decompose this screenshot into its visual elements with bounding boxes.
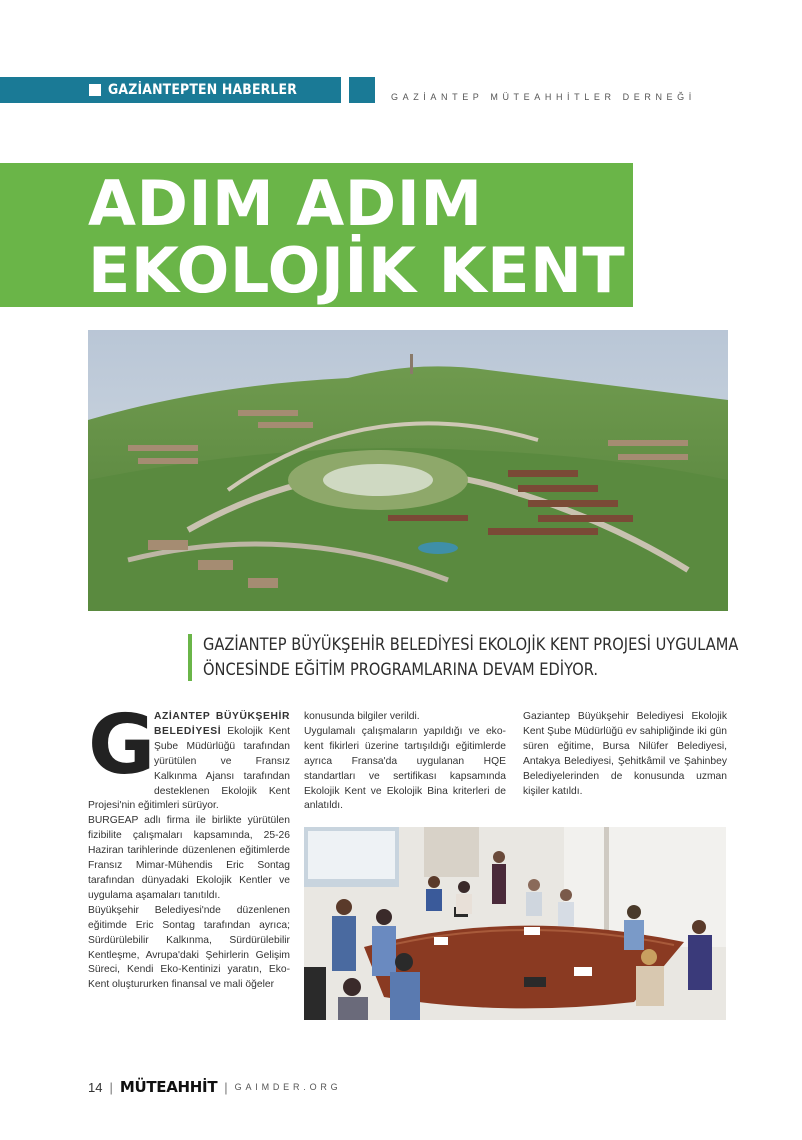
section-accent-block — [349, 77, 375, 103]
title-line-2: EKOLOJİK KENT — [88, 234, 626, 307]
article-column-3 — [523, 710, 727, 799]
title-line-1: ADIM ADIM — [88, 167, 483, 240]
lead-text: AZİANTEP BÜYÜKŞEHİR BELEDİYESİ — [154, 711, 290, 737]
paragraph: Gaziantep Büyükşehir Belediyesi Ekolojik Kent Şube Müdürlüğü ev sahipliğinde iki gün süren eğitime, Bursa Nilüfer Belediyesi, Antakya Belediyesi, Şehitkâmil ve Şahinbey Belediyelerinden de konusunda uzman kişiler katıldı. — [523, 711, 727, 797]
page-number: 14 — [88, 1079, 103, 1095]
square-icon — [89, 84, 101, 96]
section-label: GAZİANTEPTEN HABERLER — [108, 82, 298, 98]
article-column-2 — [304, 710, 506, 814]
article-title — [88, 167, 626, 307]
paragraph: Uygulamalı çalışmaların yapıldığı ve eko-kent fikirleri üzerine tartışıldığı eğitimlerde ayrıca Fransa'da uygulanan HQE standartları ve sertifikası kapsamında Ekolojik Kent ve Ekolojik Bina kriterleri de anlatıldı. — [304, 725, 506, 812]
paragraph: Büyükşehir Belediyesi'nde düzenlenen eğitimde Eric Sontag tarafından ayrıca; Sürdürülebilir Kalkınma, Sürdürülebilir Kentleşme, Avrupa'daki Şehirlerin Gelişim Süreci, Kendi Eko-Kentinizi yaratın, Eko-Kent oluştururken finansal ve mali öğeler — [88, 904, 290, 991]
magazine-logo: MÜTEAHHİT — [119, 1078, 218, 1096]
lead-continuation: Ekolojik Kent Şube Müdürlüğü tarafından yürütülen ve Fransız Kalkınma Ajansı tarafından desteklenen Ekolojik Kent Projesi'nin eğitimleri sürüyor. — [88, 725, 290, 812]
subtitle-line-1: GAZİANTEP BÜYÜKŞEHİR BELEDİYESİ EKOLOJİK KENT PROJESİ UYGULAMA — [203, 635, 739, 655]
article-column-1 — [88, 698, 290, 993]
organization-name: GAZİANTEP MÜTEAHHİTLER DERNEĞİ — [391, 92, 696, 102]
footer-separator: | — [224, 1079, 228, 1095]
page-footer — [88, 1077, 341, 1097]
training-meeting-photo — [304, 827, 726, 1020]
subtitle-accent-bar — [188, 634, 192, 681]
paragraph: konusunda bilgiler verildi. — [304, 711, 420, 722]
eco-city-render-image — [88, 330, 728, 611]
paragraph: BURGEAP adlı firma ile birlikte yürütülen fizibilite çalışmaları kapsamında, 25-26 Haziran tarihlerinde düzenlenen eğitimlerde Fransız Mimar-Mühendis Eric Sontag tarafından dünyadaki Ekolojik Kentler ve uygulama aşamaları tanıtıldı. — [88, 815, 290, 901]
drop-cap: G — [88, 698, 156, 793]
subtitle-line-2: ÖNCESİNDE EĞİTİM PROGRAMLARINA DEVAM EDİYOR. — [203, 660, 599, 680]
section-header-bar — [0, 77, 341, 103]
article-subtitle — [203, 633, 738, 683]
website-link[interactable]: GAIMDER.ORG — [234, 1082, 342, 1092]
footer-separator: | — [109, 1079, 113, 1095]
